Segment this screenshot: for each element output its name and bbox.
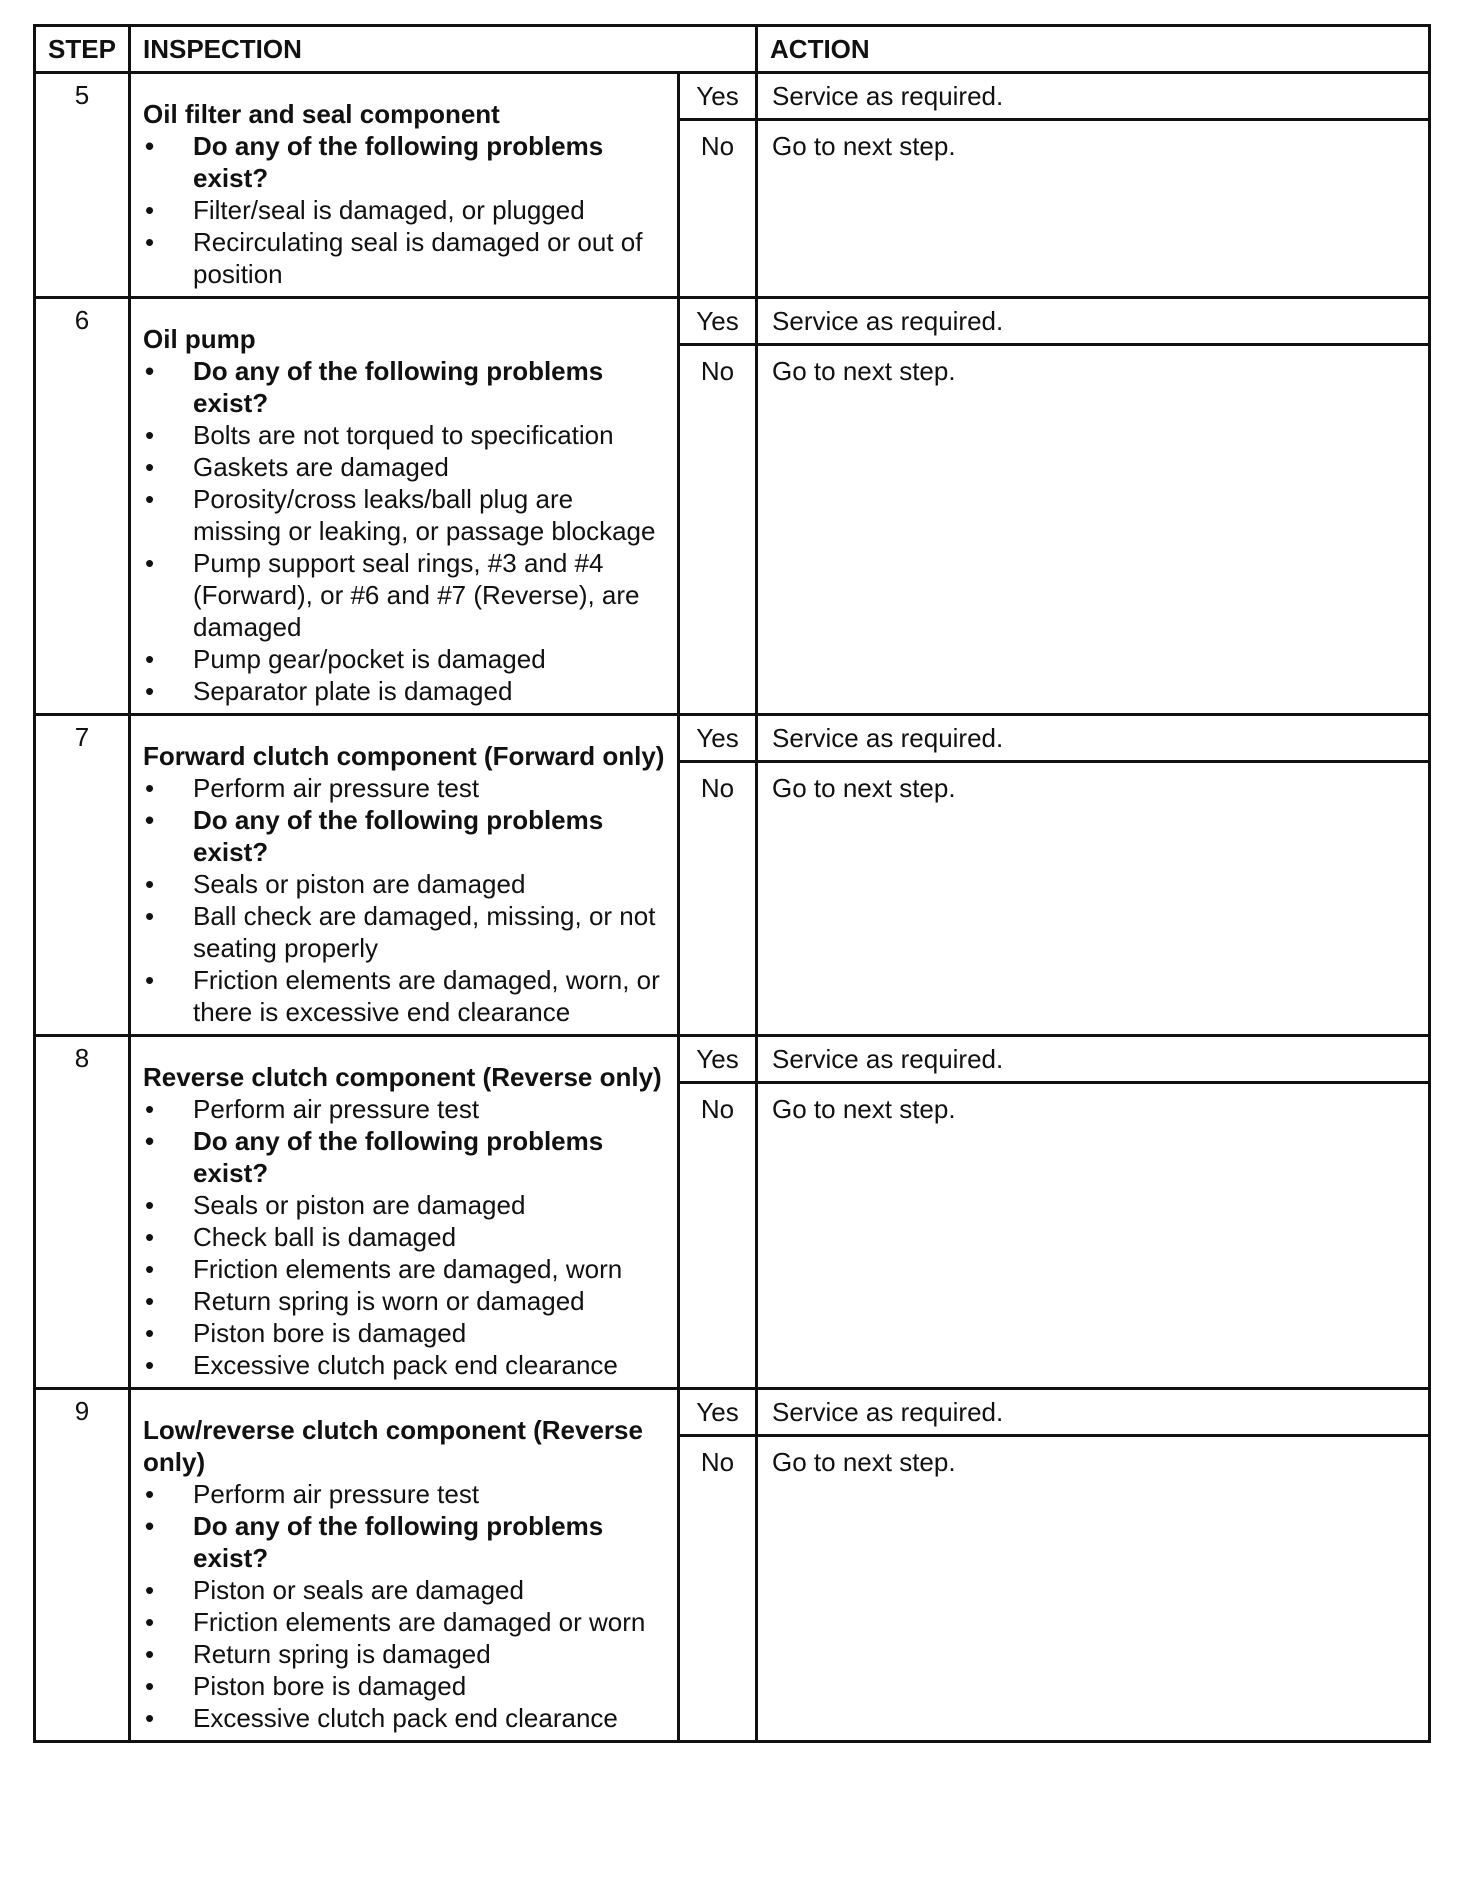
step-yes-row: [35, 1036, 1430, 1083]
inspection-item: • Check ball is damaged: [143, 1221, 667, 1253]
inspection-item: • Piston bore is damaged: [143, 1670, 667, 1702]
step-yes-row: [35, 715, 1430, 762]
step-rows: [35, 73, 1430, 1742]
yes-action: Service as required.: [757, 715, 1430, 762]
inspection-item: • Return spring is worn or damaged: [143, 1285, 667, 1317]
inspection-item: • Seals or piston are damaged: [143, 1189, 667, 1221]
step-yes-row: [35, 298, 1430, 345]
inspection-cell: [130, 298, 679, 715]
yes-label: Yes: [679, 1389, 757, 1436]
inspection-item: • Do any of the following problems exist?: [143, 804, 667, 868]
inspection-item: • Bolts are not torqued to specification: [143, 419, 667, 451]
no-action: Go to next step.: [757, 1436, 1430, 1742]
inspection-item: • Filter/seal is damaged, or plugged: [143, 194, 667, 226]
inspection-item: • Do any of the following problems exist?: [143, 1510, 667, 1574]
header-step: STEP: [35, 26, 130, 73]
yes-action: Service as required.: [757, 1389, 1430, 1436]
inspection-item: • Friction elements are damaged, worn: [143, 1253, 667, 1285]
inspection-item: • Excessive clutch pack end clearance: [143, 1349, 667, 1381]
diagnostic-sheet: [33, 24, 1428, 1743]
inspection-item: • Piston bore is damaged: [143, 1317, 667, 1349]
inspection-item: • Do any of the following problems exist?: [143, 1125, 667, 1189]
inspection-item: • Pump gear/pocket is damaged: [143, 643, 667, 675]
inspection-cell: [130, 73, 679, 298]
inspection-items: [143, 1093, 667, 1381]
diagnostic-table: [33, 24, 1431, 1743]
inspection-items: [143, 130, 667, 290]
inspection-item: • Friction elements are damaged or worn: [143, 1606, 667, 1638]
inspection-item: • Perform air pressure test: [143, 1093, 667, 1125]
no-label: No: [679, 120, 757, 298]
yes-action: Service as required.: [757, 73, 1430, 120]
yes-action: Service as required.: [757, 298, 1430, 345]
inspection-item: • Seals or piston are damaged: [143, 868, 667, 900]
yes-label: Yes: [679, 73, 757, 120]
yes-label: Yes: [679, 1036, 757, 1083]
inspection-items: [143, 355, 667, 707]
inspection-item: • Pump support seal rings, #3 and #4 (Forward), or #6 and #7 (Reverse), are damaged: [143, 547, 667, 643]
inspection-cell: [130, 1389, 679, 1742]
step-number: 6: [35, 298, 130, 715]
yes-action: Service as required.: [757, 1036, 1430, 1083]
header-row: [35, 26, 1430, 73]
yes-label: Yes: [679, 298, 757, 345]
inspection-item: • Return spring is damaged: [143, 1638, 667, 1670]
inspection-item: • Piston or seals are damaged: [143, 1574, 667, 1606]
header-inspection: INSPECTION: [130, 26, 757, 73]
step-yes-row: [35, 1389, 1430, 1436]
step-number: 7: [35, 715, 130, 1036]
inspection-item: • Ball check are damaged, missing, or not seating properly: [143, 900, 667, 964]
step-number: 5: [35, 73, 130, 298]
no-action: Go to next step.: [757, 762, 1430, 1036]
inspection-cell: [130, 1036, 679, 1389]
no-label: No: [679, 762, 757, 1036]
inspection-item: • Gaskets are damaged: [143, 451, 667, 483]
inspection-title: Oil filter and seal component: [143, 99, 500, 129]
inspection-title: Low/reverse clutch component (Reverse only): [143, 1415, 643, 1477]
inspection-item: • Friction elements are damaged, worn, or there is excessive end clearance: [143, 964, 667, 1028]
step-yes-row: [35, 73, 1430, 120]
inspection-item: • Do any of the following problems exist?: [143, 130, 667, 194]
inspection-cell: [130, 715, 679, 1036]
inspection-items: [143, 772, 667, 1028]
inspection-item: • Perform air pressure test: [143, 772, 667, 804]
inspection-title: Reverse clutch component (Reverse only): [143, 1062, 662, 1092]
inspection-item: • Recirculating seal is damaged or out of position: [143, 226, 667, 290]
inspection-item: • Excessive clutch pack end clearance: [143, 1702, 667, 1734]
inspection-item: • Porosity/cross leaks/ball plug are missing or leaking, or passage blockage: [143, 483, 667, 547]
no-action: Go to next step.: [757, 120, 1430, 298]
no-label: No: [679, 1083, 757, 1389]
yes-label: Yes: [679, 715, 757, 762]
no-action: Go to next step.: [757, 1083, 1430, 1389]
step-number: 9: [35, 1389, 130, 1742]
step-number: 8: [35, 1036, 130, 1389]
inspection-items: [143, 1478, 667, 1734]
no-label: No: [679, 345, 757, 715]
inspection-title: Oil pump: [143, 324, 256, 354]
inspection-item: • Separator plate is damaged: [143, 675, 667, 707]
inspection-item: • Perform air pressure test: [143, 1478, 667, 1510]
header-action: ACTION: [757, 26, 1430, 73]
inspection-item: • Do any of the following problems exist?: [143, 355, 667, 419]
inspection-title: Forward clutch component (Forward only): [143, 741, 665, 771]
no-label: No: [679, 1436, 757, 1742]
no-action: Go to next step.: [757, 345, 1430, 715]
